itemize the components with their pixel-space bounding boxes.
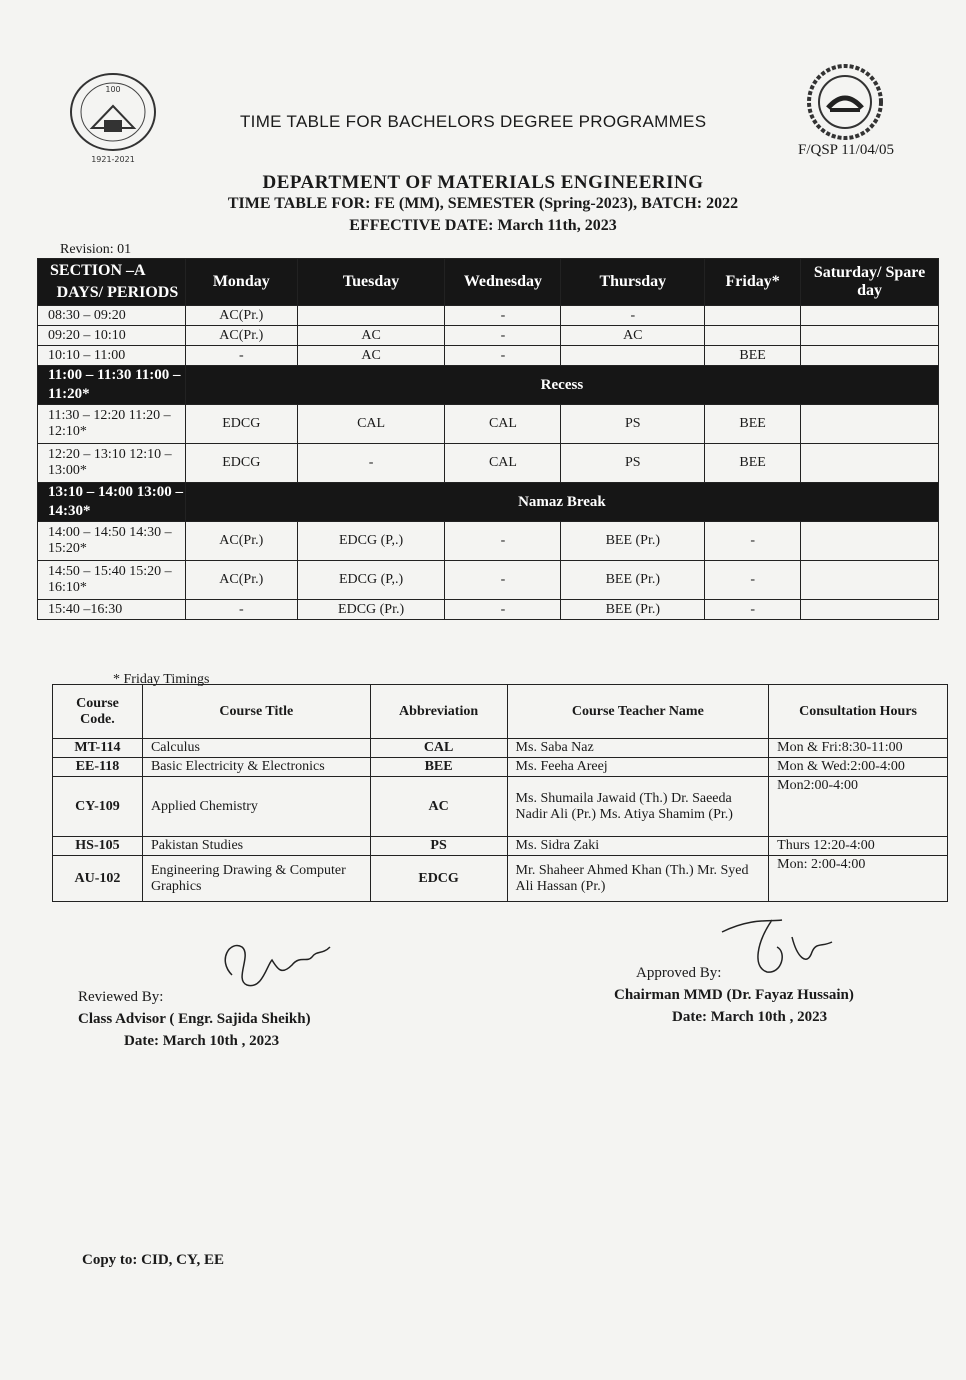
table-row xyxy=(53,739,948,758)
course-teacher: Ms. Saba Naz xyxy=(507,739,769,758)
timetable-row xyxy=(38,444,939,483)
time-slot: 09:20 – 10:10 xyxy=(38,326,186,346)
class-cell: - xyxy=(185,600,297,620)
reviewer-name: Class Advisor ( Engr. Sajida Sheikh) xyxy=(78,1011,311,1027)
class-cell xyxy=(561,346,705,366)
class-cell: BEE xyxy=(705,405,801,444)
revision-label: Revision: 01 xyxy=(60,242,132,257)
course-title: Calculus xyxy=(142,739,370,758)
approved-by-label: Approved By: xyxy=(636,965,722,981)
class-cell: AC xyxy=(561,326,705,346)
class-cell xyxy=(297,306,445,326)
course-code: HS-105 xyxy=(53,837,143,856)
class-cell xyxy=(801,326,939,346)
class-cell xyxy=(801,346,939,366)
reviewed-by-block xyxy=(78,986,311,1052)
class-cell: - xyxy=(705,561,801,600)
timetable-header-row xyxy=(38,259,939,306)
class-cell: EDCG xyxy=(185,405,297,444)
logo-year: 1921-2021 xyxy=(91,155,135,164)
class-cell: - xyxy=(445,600,561,620)
course-abbreviation: BEE xyxy=(370,758,507,777)
day-header: Tuesday xyxy=(297,259,445,306)
class-cell: AC(Pr.) xyxy=(185,522,297,561)
class-cell: BEE (Pr.) xyxy=(561,561,705,600)
course-abbreviation: PS xyxy=(370,837,507,856)
timetable-subtitle: TIME TABLE FOR: FE (MM), SEMESTER (Spring-2023), BATCH: 2022 xyxy=(227,195,739,212)
time-slot: 14:50 – 15:40 15:20 – 16:10* xyxy=(38,561,186,600)
effective-date: EFFECTIVE DATE: March 11th, 2023 xyxy=(349,217,617,234)
class-cell xyxy=(801,405,939,444)
course-teacher: Ms. Shumaila Jawaid (Th.) Dr. Saeeda Nadir Ali (Pr.) Ms. Atiya Shamim (Pr.) xyxy=(507,777,769,837)
class-cell: - xyxy=(445,306,561,326)
class-cell: BEE xyxy=(705,444,801,483)
class-cell xyxy=(801,306,939,326)
timetable-row xyxy=(38,346,939,366)
form-code: F/QSP 11/04/05 xyxy=(798,142,894,158)
time-slot: 13:10 – 14:00 13:00 – 14:30* xyxy=(38,483,186,522)
class-cell: CAL xyxy=(297,405,445,444)
day-header: Saturday/ Spare day xyxy=(801,259,939,306)
course-title: Basic Electricity & Electronics xyxy=(142,758,370,777)
copy-to: Copy to: CID, CY, EE xyxy=(82,1252,224,1268)
course-teacher: Mr. Shaheer Ahmed Khan (Th.) Mr. Syed Ali Hassan (Pr.) xyxy=(507,856,769,902)
class-cell: BEE xyxy=(705,346,801,366)
course-teacher: Ms. Feeha Areej xyxy=(507,758,769,777)
class-cell: - xyxy=(705,600,801,620)
course-abbreviation: EDCG xyxy=(370,856,507,902)
class-cell: - xyxy=(445,522,561,561)
consultation-hours: Mon: 2:00-4:00 xyxy=(769,856,948,902)
reviewed-by-label: Reviewed By: xyxy=(78,989,164,1005)
university-logo-right xyxy=(800,62,890,142)
table-row xyxy=(53,837,948,856)
course-title: Engineering Drawing & Computer Graphics xyxy=(142,856,370,902)
class-cell: BEE (Pr.) xyxy=(561,522,705,561)
document-main-title: TIME TABLE FOR BACHELORS DEGREE PROGRAMMES xyxy=(240,112,707,131)
course-teacher: Ms. Sidra Zaki xyxy=(507,837,769,856)
column-header: Abbreviation xyxy=(370,685,507,739)
consultation-hours: Thurs 12:20-4:00 xyxy=(769,837,948,856)
timetable-row xyxy=(38,405,939,444)
courses-header-row xyxy=(53,685,948,739)
approver-name: Chairman MMD (Dr. Fayaz Hussain) xyxy=(614,987,854,1003)
approved-by-block xyxy=(614,962,854,1028)
class-cell xyxy=(801,522,939,561)
day-header: Wednesday xyxy=(445,259,561,306)
column-header: Course Title xyxy=(142,685,370,739)
class-cell: - xyxy=(705,522,801,561)
recess-row xyxy=(38,366,939,405)
class-cell: BEE (Pr.) xyxy=(561,600,705,620)
consultation-hours: Mon & Fri:8:30-11:00 xyxy=(769,739,948,758)
course-title: Pakistan Studies xyxy=(142,837,370,856)
consultation-hours: Mon2:00-4:00 xyxy=(769,777,948,837)
column-header: Consultation Hours xyxy=(769,685,948,739)
time-slot: 11:30 – 12:20 11:20 – 12:10* xyxy=(38,405,186,444)
class-cell: AC(Pr.) xyxy=(185,326,297,346)
column-header: Course Code. xyxy=(53,685,143,739)
timetable-row xyxy=(38,522,939,561)
time-slot: 10:10 – 11:00 xyxy=(38,346,186,366)
reviewed-date: Date: March 10th , 2023 xyxy=(124,1033,280,1049)
course-code: EE-118 xyxy=(53,758,143,777)
class-cell: AC xyxy=(297,346,445,366)
course-code: AU-102 xyxy=(53,856,143,902)
consultation-hours: Mon & Wed:2:00-4:00 xyxy=(769,758,948,777)
department-title: DEPARTMENT OF MATERIALS ENGINEERING xyxy=(262,172,704,193)
class-cell: AC(Pr.) xyxy=(185,561,297,600)
class-cell xyxy=(705,306,801,326)
class-cell: - xyxy=(445,346,561,366)
course-code: MT-114 xyxy=(53,739,143,758)
timetable-row xyxy=(38,306,939,326)
time-slot: 08:30 – 09:20 xyxy=(38,306,186,326)
class-cell: EDCG (Pr.) xyxy=(297,600,445,620)
time-slot: 11:00 – 11:30 11:00 – 11:20* xyxy=(38,366,186,405)
time-slot: 12:20 – 13:10 12:10 – 13:00* xyxy=(38,444,186,483)
break-label: Recess xyxy=(185,366,938,405)
namaz-break-row xyxy=(38,483,939,522)
class-cell xyxy=(801,561,939,600)
table-row xyxy=(53,777,948,837)
class-cell: AC xyxy=(297,326,445,346)
class-cell: - xyxy=(561,306,705,326)
column-header: Course Teacher Name xyxy=(507,685,769,739)
course-code: CY-109 xyxy=(53,777,143,837)
course-abbreviation: AC xyxy=(370,777,507,837)
class-cell xyxy=(801,600,939,620)
class-cell: - xyxy=(445,561,561,600)
approved-date: Date: March 10th , 2023 xyxy=(672,1009,828,1025)
table-row xyxy=(53,758,948,777)
time-slot: 14:00 – 14:50 14:30 – 15:20* xyxy=(38,522,186,561)
university-logo-left xyxy=(58,70,168,165)
class-cell: CAL xyxy=(445,405,561,444)
class-cell: AC(Pr.) xyxy=(185,306,297,326)
class-cell: - xyxy=(445,326,561,346)
timetable-row xyxy=(38,561,939,600)
class-cell: PS xyxy=(561,405,705,444)
course-abbreviation: CAL xyxy=(370,739,507,758)
table-row xyxy=(53,856,948,902)
section-label: SECTION –A xyxy=(50,262,146,279)
class-cell: PS xyxy=(561,444,705,483)
class-cell xyxy=(801,444,939,483)
timetable-row xyxy=(38,326,939,346)
break-label: Namaz Break xyxy=(185,483,938,522)
friday-timings-note: * Friday Timings xyxy=(113,672,210,687)
timetable-row xyxy=(38,600,939,620)
courses-table xyxy=(52,684,948,902)
day-header: Thursday xyxy=(561,259,705,306)
class-cell: EDCG (P,.) xyxy=(297,522,445,561)
logo-number: 100 xyxy=(105,85,121,94)
day-header: Friday* xyxy=(705,259,801,306)
time-slot: 15:40 –16:30 xyxy=(38,600,186,620)
days-periods-label: DAYS/ PERIODS xyxy=(56,284,179,301)
day-header: Monday xyxy=(185,259,297,306)
class-cell: - xyxy=(185,346,297,366)
class-cell: EDCG xyxy=(185,444,297,483)
class-cell: CAL xyxy=(445,444,561,483)
class-cell: - xyxy=(297,444,445,483)
course-title: Applied Chemistry xyxy=(142,777,370,837)
section-days-header xyxy=(38,259,186,306)
class-cell xyxy=(705,326,801,346)
class-cell: EDCG (P,.) xyxy=(297,561,445,600)
timetable xyxy=(37,258,939,620)
